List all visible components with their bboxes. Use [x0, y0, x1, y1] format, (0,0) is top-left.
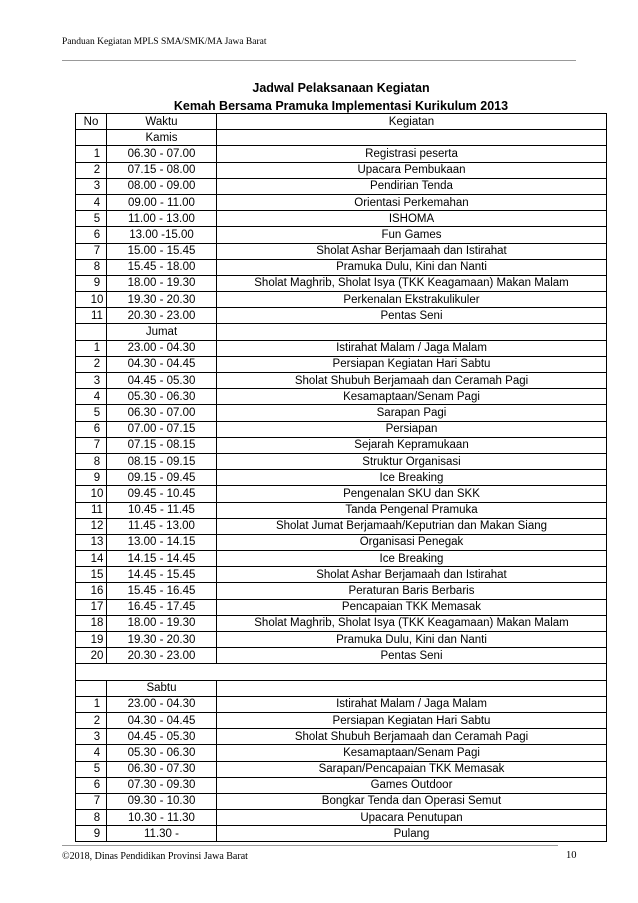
table-row	[76, 729, 607, 745]
row-time: 05.30 - 06.30	[107, 745, 217, 761]
table-row	[76, 178, 607, 194]
day-no-cell	[76, 324, 107, 340]
row-activity: Pramuka Dulu, Kini dan Nanti	[217, 632, 607, 648]
table-row	[76, 356, 607, 372]
row-activity: Bongkar Tenda dan Operasi Semut	[217, 793, 607, 809]
header-row	[76, 114, 607, 130]
row-number: 3	[76, 373, 107, 389]
row-number: 6	[76, 227, 107, 243]
table-row	[76, 696, 607, 712]
row-time: 04.45 - 05.30	[107, 373, 217, 389]
table-row	[76, 632, 607, 648]
row-activity: Kesamaptaan/Senam Pagi	[217, 389, 607, 405]
row-number: 11	[76, 502, 107, 518]
row-activity: Istirahat Malam / Jaga Malam	[217, 696, 607, 712]
row-number: 11	[76, 308, 107, 324]
row-activity: Pentas Seni	[217, 648, 607, 664]
row-activity: Pengenalan SKU dan SKK	[217, 486, 607, 502]
row-activity: Sholat Ashar Berjamaah dan Istirahat	[217, 567, 607, 583]
row-number: 4	[76, 389, 107, 405]
row-number: 2	[76, 162, 107, 178]
row-activity: Sarapan/Pencapaian TKK Memasak	[217, 761, 607, 777]
day-activity-cell	[217, 680, 607, 696]
row-activity: Sarapan Pagi	[217, 405, 607, 421]
row-number: 5	[76, 405, 107, 421]
row-activity: Upacara Penutupan	[217, 810, 607, 826]
table-row	[76, 227, 607, 243]
row-activity: Kesamaptaan/Senam Pagi	[217, 745, 607, 761]
row-time: 09.45 - 10.45	[107, 486, 217, 502]
row-time: 08.15 - 09.15	[107, 453, 217, 469]
header-activity: Kegiatan	[217, 114, 607, 130]
table-row	[76, 615, 607, 631]
row-activity: Pentas Seni	[217, 308, 607, 324]
day-activity-cell	[217, 324, 607, 340]
row-activity: Pramuka Dulu, Kini dan Nanti	[217, 259, 607, 275]
row-activity: Peraturan Baris Berbaris	[217, 583, 607, 599]
row-time: 11.45 - 13.00	[107, 518, 217, 534]
row-time: 04.30 - 04.45	[107, 356, 217, 372]
row-time: 06.30 - 07.00	[107, 146, 217, 162]
table-row	[76, 518, 607, 534]
row-number: 7	[76, 243, 107, 259]
row-number: 9	[76, 470, 107, 486]
table-row	[76, 275, 607, 291]
row-activity: Upacara Pembukaan	[217, 162, 607, 178]
row-number: 7	[76, 437, 107, 453]
row-number: 5	[76, 211, 107, 227]
row-activity: Organisasi Penegak	[217, 534, 607, 550]
row-time: 08.00 - 09.00	[107, 178, 217, 194]
day-no-cell	[76, 680, 107, 696]
table-row	[76, 486, 607, 502]
row-time: 09.30 - 10.30	[107, 793, 217, 809]
row-activity: Pencapaian TKK Memasak	[217, 599, 607, 615]
row-activity: Registrasi peserta	[217, 146, 607, 162]
table-row	[76, 534, 607, 550]
row-time: 06.30 - 07.30	[107, 761, 217, 777]
row-time: 04.45 - 05.30	[107, 729, 217, 745]
day-label: Kamis	[107, 130, 217, 146]
page-number: 10	[566, 850, 577, 861]
row-activity: Ice Breaking	[217, 551, 607, 567]
day-activity-cell	[217, 130, 607, 146]
row-activity: Sejarah Kepramukaan	[217, 437, 607, 453]
row-activity: Sholat Maghrib, Sholat Isya (TKK Keagamaan) Makan Malam	[217, 275, 607, 291]
row-number: 10	[76, 486, 107, 502]
row-number: 18	[76, 615, 107, 631]
row-number: 17	[76, 599, 107, 615]
schedule-body	[76, 114, 607, 842]
row-number: 10	[76, 292, 107, 308]
row-activity: Orientasi Perkemahan	[217, 194, 607, 210]
row-number: 1	[76, 340, 107, 356]
row-time: 13.00 -15.00	[107, 227, 217, 243]
row-time: 15.00 - 15.45	[107, 243, 217, 259]
table-row	[76, 146, 607, 162]
separator-cell	[76, 664, 607, 680]
table-row	[76, 437, 607, 453]
row-activity: Sholat Jumat Berjamaah/Keputrian dan Makan Siang	[217, 518, 607, 534]
day-row	[76, 130, 607, 146]
row-number: 6	[76, 421, 107, 437]
row-time: 07.15 - 08.00	[107, 162, 217, 178]
row-time: 07.30 - 09.30	[107, 777, 217, 793]
row-number: 6	[76, 777, 107, 793]
table-row	[76, 453, 607, 469]
row-activity: Persiapan Kegiatan Hari Sabtu	[217, 712, 607, 728]
row-time: 05.30 - 06.30	[107, 389, 217, 405]
row-number: 2	[76, 356, 107, 372]
table-row	[76, 551, 607, 567]
table-row	[76, 599, 607, 615]
row-time: 10.30 - 11.30	[107, 810, 217, 826]
table-row	[76, 648, 607, 664]
footer-rule	[62, 845, 558, 846]
table-row	[76, 308, 607, 324]
table-row	[76, 243, 607, 259]
row-time: 14.45 - 15.45	[107, 567, 217, 583]
table-row	[76, 259, 607, 275]
row-number: 5	[76, 761, 107, 777]
row-activity: Persiapan Kegiatan Hari Sabtu	[217, 356, 607, 372]
row-number: 19	[76, 632, 107, 648]
row-number: 16	[76, 583, 107, 599]
row-time: 23.00 - 04.30	[107, 696, 217, 712]
table-row	[76, 745, 607, 761]
row-time: 19.30 - 20.30	[107, 292, 217, 308]
table-row	[76, 567, 607, 583]
row-number: 12	[76, 518, 107, 534]
row-activity: Fun Games	[217, 227, 607, 243]
row-activity: ISHOMA	[217, 211, 607, 227]
row-activity: Persiapan	[217, 421, 607, 437]
row-time: 09.15 - 09.45	[107, 470, 217, 486]
document-subtitle: Kemah Bersama Pramuka Implementasi Kurikulum 2013	[173, 99, 509, 113]
row-time: 19.30 - 20.30	[107, 632, 217, 648]
row-activity: Istirahat Malam / Jaga Malam	[217, 340, 607, 356]
row-time: 15.45 - 18.00	[107, 259, 217, 275]
row-time: 11.30 -	[107, 826, 217, 842]
row-time: 16.45 - 17.45	[107, 599, 217, 615]
table-row	[76, 389, 607, 405]
footer-copyright: ©2018, Dinas Pendidikan Provinsi Jawa Barat	[62, 851, 248, 862]
schedule-table	[75, 113, 607, 842]
row-time: 15.45 - 16.45	[107, 583, 217, 599]
row-time: 06.30 - 07.00	[107, 405, 217, 421]
row-time: 07.00 - 07.15	[107, 421, 217, 437]
header-time: Waktu	[107, 114, 217, 130]
row-number: 9	[76, 826, 107, 842]
separator-row	[76, 664, 607, 680]
table-row	[76, 583, 607, 599]
row-time: 09.00 - 11.00	[107, 194, 217, 210]
row-number: 8	[76, 453, 107, 469]
row-time: 07.15 - 08.15	[107, 437, 217, 453]
table-row	[76, 194, 607, 210]
table-row	[76, 292, 607, 308]
day-label: Sabtu	[107, 680, 217, 696]
day-label: Jumat	[107, 324, 217, 340]
row-time: 23.00 - 04.30	[107, 340, 217, 356]
row-activity: Pendirian Tenda	[217, 178, 607, 194]
table-row	[76, 826, 607, 842]
table-row	[76, 502, 607, 518]
row-activity: Perkenalan Ekstrakulikuler	[217, 292, 607, 308]
row-activity: Struktur Organisasi	[217, 453, 607, 469]
row-time: 10.45 - 11.45	[107, 502, 217, 518]
row-number: 1	[76, 146, 107, 162]
row-number: 3	[76, 178, 107, 194]
row-number: 4	[76, 194, 107, 210]
table-row	[76, 162, 607, 178]
row-time: 13.00 - 14.15	[107, 534, 217, 550]
table-row	[76, 373, 607, 389]
row-activity: Ice Breaking	[217, 470, 607, 486]
row-time: 20.30 - 23.00	[107, 648, 217, 664]
row-time: 11.00 - 13.00	[107, 211, 217, 227]
header-rule	[62, 60, 576, 61]
row-number: 7	[76, 793, 107, 809]
row-time: 20.30 - 23.00	[107, 308, 217, 324]
table-row	[76, 712, 607, 728]
day-row	[76, 680, 607, 696]
running-header: Panduan Kegiatan MPLS SMA/SMK/MA Jawa Barat	[62, 37, 267, 47]
row-number: 3	[76, 729, 107, 745]
row-number: 8	[76, 810, 107, 826]
row-number: 15	[76, 567, 107, 583]
table-row	[76, 777, 607, 793]
row-number: 14	[76, 551, 107, 567]
row-number: 2	[76, 712, 107, 728]
row-activity: Sholat Ashar Berjamaah dan Istirahat	[217, 243, 607, 259]
table-row	[76, 405, 607, 421]
row-time: 14.15 - 14.45	[107, 551, 217, 567]
row-time: 18.00 - 19.30	[107, 275, 217, 291]
header-no: No	[76, 114, 107, 130]
table-row	[76, 211, 607, 227]
row-activity: Sholat Maghrib, Sholat Isya (TKK Keagamaan) Makan Malam	[217, 615, 607, 631]
row-activity: Sholat Shubuh Berjamaah dan Ceramah Pagi	[217, 729, 607, 745]
row-number: 1	[76, 696, 107, 712]
table-row	[76, 340, 607, 356]
table-row	[76, 470, 607, 486]
document-title: Jadwal Pelaksanaan Kegiatan	[252, 81, 430, 95]
row-time: 04.30 - 04.45	[107, 712, 217, 728]
row-time: 18.00 - 19.30	[107, 615, 217, 631]
table-row	[76, 793, 607, 809]
day-row	[76, 324, 607, 340]
day-no-cell	[76, 130, 107, 146]
row-number: 4	[76, 745, 107, 761]
table-row	[76, 761, 607, 777]
row-number: 9	[76, 275, 107, 291]
row-number: 20	[76, 648, 107, 664]
table-row	[76, 810, 607, 826]
row-activity: Games Outdoor	[217, 777, 607, 793]
row-activity: Pulang	[217, 826, 607, 842]
row-activity: Tanda Pengenal Pramuka	[217, 502, 607, 518]
table-row	[76, 421, 607, 437]
row-number: 13	[76, 534, 107, 550]
row-activity: Sholat Shubuh Berjamaah dan Ceramah Pagi	[217, 373, 607, 389]
row-number: 8	[76, 259, 107, 275]
